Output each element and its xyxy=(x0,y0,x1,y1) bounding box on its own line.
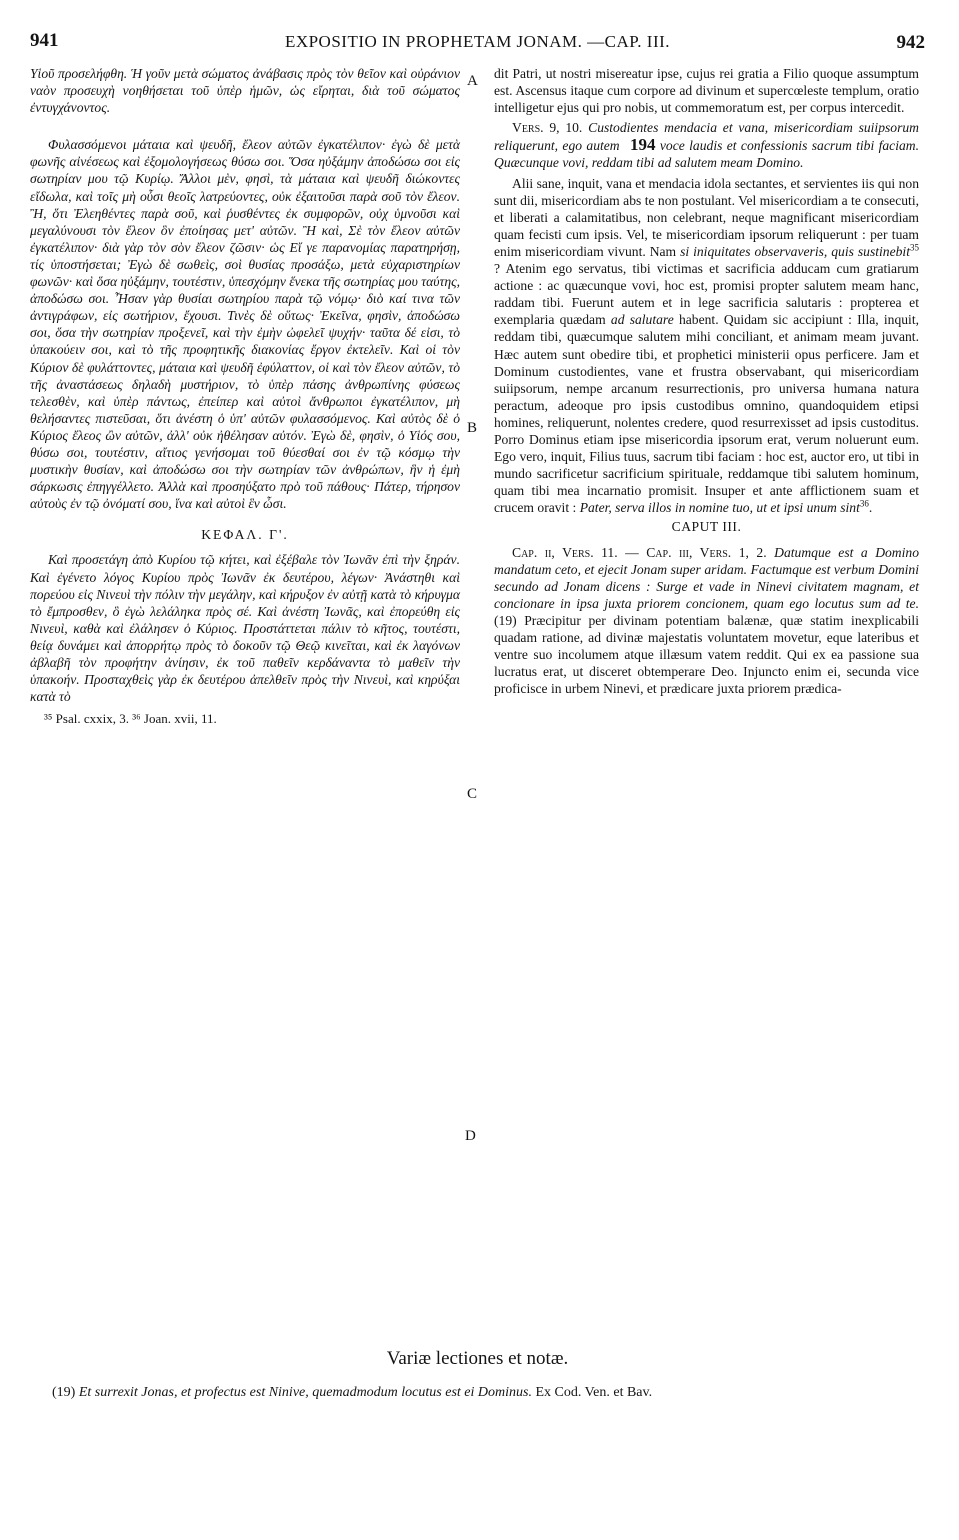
note-quote: Et surrexit Jonas, et profectus est Ninive, quemadmodum locutus est ei Dominus. xyxy=(78,1385,532,1400)
margin-letter-c: C xyxy=(467,786,478,802)
latin-paragraph-1: dit Patri, ut nostri misereatur ipse, cujus rei gratia a Filio quoque assumptum est. Ascensus itaque cum corpore ad divinum et supercœleste templum, oratio intelligetur ejus qui pro nobis, ut commemoratum est, per corpus intercedit. xyxy=(494,66,919,116)
note-19 xyxy=(30,1384,925,1401)
greek-chapter-heading: ΚΕΦΑΛ. Γ'. xyxy=(201,527,289,543)
verse-label: Vers. 9, 10. xyxy=(512,120,583,136)
greek-paragraph-2: Φυλασσόμενοι μάταια καὶ ψευδῆ, ἔλεον αὐτῶν ἐγκατέλιπον· ἐγὼ δὲ μετὰ φωνῆς αἰνέσεως καὶ ἐξομολογήσεως θύσω σοι. Ὅσα ηὐξάμην ἀποδώσω σοι εἰς σωτηρίαν μου τῷ Κυρίῳ. Ἄλλοι μὲν, φησὶ, τὰ μάταια καὶ ψευδῆ διώκοντες εἴδωλα, καὶ τοῖς μὴ οὖσι θεοῖς λατρεύοντες, οὐκ ἐξαιτοῦσι παρὰ σοῦ τὸν ἔλεον. Ἢ, ὅτι Ἐλεηθέντες παρὰ σοῦ, καὶ ῥυσθέντες ἐκ συμφορῶν, οὐχ ὑμνοῦσι καὶ μεγαλύνουσι τὸν ἔλεον ὃν ἐποίησας μετ' αὐτῶν. Ἢ καὶ, Σὲ τὸν ἔλεον αὐτῶν ἐγκατέλιπον· διὰ γὰρ τὸν σὸν ἔλεον ζῶσιν· ὡς Εἴ γε παρανομίας παρατηρήσῃ, τίς ὑποστήσεται; Ἐγὼ δὲ σωθεὶς, σοὶ θυσίας προσάξω, μετὰ εὐχαριστηρίων φωνῶν· καὶ ὅσα ηὐξάμην, τουτέστιν, ὑπεσχόμην ἕνεκα τῆς σωτηρίας μου ταύτης, ἀποδώσω σοι. Ἦσαν γὰρ θυσίαι σωτηρίου παρὰ τῷ νόμῳ· διὸ καί τινα τῶν ἀντιγράφων, εἰς σωτήριον, ἔχουσι. Τινὲς δὲ οὕτως· Ἐκεῖνα, φησὶν, ἀποδώσω σοι, ὅσα τὴν σωτηρίαν προξενεῖ, καὶ τὴν ἐμὴν ὠφελεῖ ψυχήν· ταῦτα δέ εἰσι, τὸ ὑπακούειν σοι, καὶ τὸ τῆς προφητικῆς διακονίας ἔργον ἐκτελεῖν. Καὶ οἱ τὸν Κύριον δὲ φυλάττοντες, μάταια καὶ ψευδῆ ἐφύλαττον, οἱ καὶ τὸν ἔλεον αὐτῶν, τὸ τῆς ἀναστάσεως δηλαδὴ μυστήριον, τὸ ὑπὲρ πάσης ἀνθρωπίνης φύσεως τελεσθὲν, καὶ ὑπὲρ πάντως, ἐπείπερ καὶ αὐτοὶ ἄνθρωποι ἐγκατέλιπον, μὴ θελήσαντες πιστεῦσαι, ὅτι ἀνέστη ὁ ὑπ' αὐτῶν φυλασσόμενος. Καὶ αὐτὸς δὲ ὁ Κύριος ἔλεος ὢν αὐτῶν, ἀλλ' οὐκ ἠθέλησαν αὐτόν. Ἐγὼ δὲ, φησὶν, ὁ Υἱός σου, θύσω σοι, τουτέστιν, αἴτιος γενήσομαι τοῦ θύεσθαί σοι ἐν τῷ κόσμῳ τὴν μυστικὴν θυσίαν, καὶ ἀποδώσω σοι τὴν σωτηρίαν τῶν ἀνθρώπων, ἣν ἡ ἐμὴ σάρκωσις ἐπηγγέλλετο. Ἀλλὰ καὶ προσηύξατο πρὸ τοῦ πάθους· Πάτερ, τήρησον αὐτοὺς ἐν τῷ ὀνόματί σου, ἵνα καὶ αὐτοὶ ἓν ὦσι. xyxy=(30,137,460,512)
latin-paragraph-2 xyxy=(494,175,919,517)
latin-text-d: . xyxy=(868,500,873,516)
note-number: (19) xyxy=(52,1385,76,1400)
margin-letter-b: B xyxy=(467,420,478,436)
variant-readings xyxy=(30,1348,925,1401)
footnote-ref-36: 36 xyxy=(859,498,869,509)
latin-quote-john: Pater, serva illos in nomine tuo, ut et ipsi unum sint xyxy=(579,500,860,516)
latin-commentary: (19) Præcipitur per divinam potentiam balænæ, quæ statim inexplicabili quadam ratione, ad divinæ majestatis voluntatem movetur, eque lateribus et ventre suo incolumem atque illæsum vatem reddit. Qui ex ea passione sua lucratus erat, ut disceret obtemperare Deo. Injuncto enim ei, secunda vice proficisce in urbem Ninevi, et prædicare juxta priorem prædica- xyxy=(494,612,919,697)
latin-quote-salutare: ad salutare xyxy=(610,312,674,328)
column-number: 194 xyxy=(630,135,656,155)
latin-text-a: Alii sane, inquit, vana et mendacia idola sectantes, et servientes iis qui non sunt dii, misericordiam abs te non postulant. Vel misericordiam a te consecuti, et liberati a calamitatibus, non celebrant, neque magnificant misericordiam quam fecisti cum ipsis. Vel, te misericordiam ipsorum reliquerunt : per tuam enim misericordiam vivunt. Nam xyxy=(494,175,919,259)
page-number-left: 941 xyxy=(30,30,59,51)
notes-title: Variæ lectiones et notæ. xyxy=(386,1348,569,1369)
latin-text-c: habent. Quidam sic accipiunt : Illa, inquit, reddam tibi, quæcumque salutem mihi conciliant, et animam meam juvant. Hæc autem sunt obedire tibi, et prophetici ministerii opus perficere. Jam et Dominum custodientes, vane et frustra observabant, qui misericordiam suiipsorum, nempe arcanum resurrectionis, pro universa humana natura peractum, adeoque pro ipsis custodibus omnino, quandoquidem etipsi homines, reliquerunt, nolentes credere, quod resurrexisset ad ipsis custoditus. Porro Dominus etiam ipse misericordia ipsorum erat, verum noluerunt eum. Ego vero, inquit, Filius tuus, sacrum tibi faciam : hoc est, auctor ero, ut tibi in mundo sacrificetur sacrificium spirituale, reddamque tibi salutem hominum, quam tibi mea incarnatio promisit. Insuper et ante afflictionem suam et crucem oravit : xyxy=(494,312,919,516)
verse-text: Custodientes mendacia et vana, misericordiam suiipsorum reliquerunt, ego autem xyxy=(494,120,919,154)
running-head xyxy=(30,30,925,56)
margin-letter-a: A xyxy=(467,73,478,89)
verse-text-continued: voce laudis et confessionis sacrum tibi faciam. Quæcunque vovi, reddam tibi ad salutem meam Domino. xyxy=(494,138,920,171)
note-source: Ex Cod. Ven. et Bav. xyxy=(535,1385,653,1400)
latin-text-b: ? Atenim ego servatus, tibi victimas et sacrificia adducam cum gratiarum actione : ac quæcunque vovi, hoc est, promisi propter salutem meam hanc, raddam tibi. Fuerunt autem et in lege sacrificia salutaris : propterea et exemplaria quædam xyxy=(494,261,919,328)
chapter-verse-label: Cap. ii, Vers. 11. — Cap. iii, Vers. 1, 2. xyxy=(512,544,767,560)
page-number-right: 942 xyxy=(896,32,925,53)
greek-paragraph-1: Υἱοῦ προσελήφθη. Ἡ γοῦν μετὰ σώματος ἀνάβασις πρὸς τὸν θεῖον καὶ οὐράνιον ναὸν προσευχὴ νοηθήσεται τοῦ ὑπὲρ ἡμῶν, ὡς εἴρηται, διὰ τοῦ σώματος ἐντυγχάνοντος. xyxy=(30,66,460,116)
latin-column xyxy=(494,65,919,697)
greek-column xyxy=(30,65,460,727)
latin-verse-9-10 xyxy=(494,119,919,171)
running-title: EXPOSITIO IN PROPHETAM JONAM. —CAP. III. xyxy=(284,32,671,51)
footnote-ref-35: 35 xyxy=(909,242,919,253)
footnotes: ³⁵ Psal. cxxix, 3. ³⁶ Joan. xvii, 11. xyxy=(44,711,217,727)
latin-paragraph-3 xyxy=(494,544,919,698)
latin-quote-psalm: si iniquitates observaveris, quis sustinebit xyxy=(680,243,910,259)
greek-paragraph-3: Καὶ προσετάγη ἀπὸ Κυρίου τῷ κήτει, καὶ ἐξέβαλε τὸν Ἰωνᾶν ἐπὶ τὴν ξηράν. Καὶ ἐγένετο λόγος Κυρίου πρὸς Ἰωνᾶν ἐκ δευτέρου, λέγων· Ἀνάστηθι καὶ πορεύου εἰς Νινευὶ τὴν πόλιν τὴν μεγάλην, καὶ κήρυξον ἐν αὐτῇ κατὰ τὸ κήρυγμα τὸ ἔμπροσθεν, ὃ ἐγὼ λελάληκα πρὸς σέ. Καὶ ἀνέστη Ἰωνᾶς, καὶ ἐπορεύθη εἰς Νινευὶ, καθὰ καὶ ἐλάλησεν ὁ Κύριος. Προστάττεται πάλιν τὸ κῆτος, τουτέστι, θείᾳ δυνάμει καὶ ἀπορρήτῳ πρὸς τὸ δοκοῦν τῷ Θεῷ κινεῖται, καὶ ἐκ λαγόνων ἀβλαβῆ τὸν προφήτην ἀνίησιν, ἐκ τοῦ παθεῖν κερδάναντα τὸ μαθεῖν τὴν ὑπακοήν. Προσταχθεὶς γὰρ ἐκ δευτέρου ἀπελθεῖν πρὸς τὴν Νινευὶ, καὶ κηρύξαι κατὰ τὸ xyxy=(30,552,460,705)
latin-chapter-heading: CAPUT III. xyxy=(671,519,742,535)
margin-letter-d: D xyxy=(465,1128,476,1144)
latin-scripture-quote: Datumque est a Domino mandatum ceto, et ejecit Jonam super aridam. Factumque est verbum Domini secundo ad Jonam dicens : Surge et vade in Ninevi civitatem magnam, et concionare in ipsa juxta priorem concionem, quam ego locutus sum ad te. xyxy=(494,544,919,611)
